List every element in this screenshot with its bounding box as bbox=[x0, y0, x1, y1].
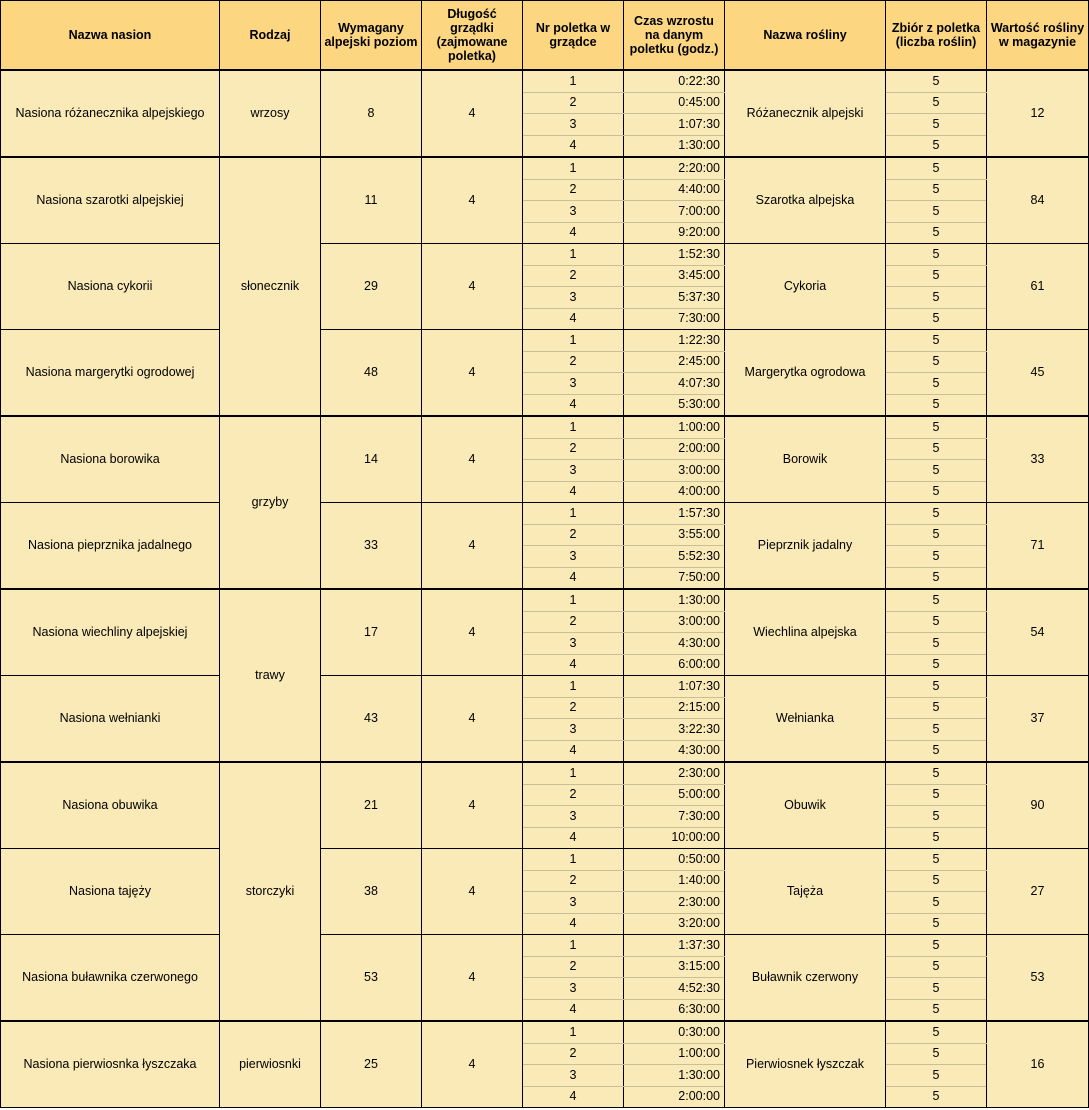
required-level-cell: 53 bbox=[321, 935, 422, 1022]
plot-number-cell: 4 bbox=[523, 308, 624, 330]
harvest-cell: 5 bbox=[886, 503, 987, 525]
plant-name-cell: Margerytka ogrodowa bbox=[725, 330, 886, 417]
plot-number-cell: 4 bbox=[523, 567, 624, 589]
harvest-cell: 5 bbox=[886, 978, 987, 1000]
seed-name-cell: Nasiona różanecznika alpejskiego bbox=[1, 70, 220, 157]
harvest-cell: 5 bbox=[886, 201, 987, 223]
growth-time-cell: 4:30:00 bbox=[624, 740, 725, 762]
growth-time-cell: 9:20:00 bbox=[624, 222, 725, 244]
harvest-cell: 5 bbox=[886, 114, 987, 136]
growth-time-cell: 1:57:30 bbox=[624, 503, 725, 525]
harvest-cell: 5 bbox=[886, 1065, 987, 1087]
growth-time-cell: 5:52:30 bbox=[624, 546, 725, 568]
bed-length-cell: 4 bbox=[422, 416, 523, 503]
growth-time-cell: 4:30:00 bbox=[624, 633, 725, 655]
growth-time-cell: 1:00:00 bbox=[624, 1043, 725, 1065]
harvest-cell: 5 bbox=[886, 135, 987, 157]
growth-time-cell: 7:30:00 bbox=[624, 308, 725, 330]
harvest-cell: 5 bbox=[886, 870, 987, 892]
plot-number-cell: 1 bbox=[523, 935, 624, 957]
growth-time-cell: 4:52:30 bbox=[624, 978, 725, 1000]
growth-time-cell: 3:55:00 bbox=[624, 524, 725, 546]
plot-number-cell: 4 bbox=[523, 913, 624, 935]
harvest-cell: 5 bbox=[886, 806, 987, 828]
header-row bbox=[1, 1, 1089, 71]
growth-time-cell: 7:00:00 bbox=[624, 201, 725, 223]
harvest-cell: 5 bbox=[886, 416, 987, 438]
type-cell: storczyki bbox=[220, 762, 321, 1021]
harvest-cell: 5 bbox=[886, 654, 987, 676]
value-cell: 37 bbox=[987, 676, 1089, 763]
harvest-cell: 5 bbox=[886, 351, 987, 373]
required-level-cell: 25 bbox=[321, 1021, 422, 1108]
plot-number-cell: 2 bbox=[523, 1043, 624, 1065]
harvest-cell: 5 bbox=[886, 70, 987, 92]
header-harvest: Zbiór z poletka (liczba roślin) bbox=[886, 1, 987, 71]
value-cell: 90 bbox=[987, 762, 1089, 849]
harvest-cell: 5 bbox=[886, 265, 987, 287]
seed-name-cell: Nasiona borowika bbox=[1, 416, 220, 503]
harvest-cell: 5 bbox=[886, 784, 987, 806]
required-level-cell: 29 bbox=[321, 244, 422, 330]
plot-number-cell: 1 bbox=[523, 330, 624, 352]
plot-number-cell: 3 bbox=[523, 633, 624, 655]
plant-name-cell: Szarotka alpejska bbox=[725, 157, 886, 244]
plot-number-cell: 2 bbox=[523, 611, 624, 633]
seed-name-cell: Nasiona cykorii bbox=[1, 244, 220, 330]
harvest-cell: 5 bbox=[886, 999, 987, 1021]
plot-number-cell: 4 bbox=[523, 135, 624, 157]
growth-time-cell: 2:15:00 bbox=[624, 697, 725, 719]
plot-number-cell: 3 bbox=[523, 201, 624, 223]
growth-time-cell: 2:00:00 bbox=[624, 1086, 725, 1108]
plot-number-cell: 3 bbox=[523, 1065, 624, 1087]
header-plant-name: Nazwa rośliny bbox=[725, 1, 886, 71]
plant-name-cell: Pierwiosnek łyszczak bbox=[725, 1021, 886, 1108]
header-bed-length: Długość grządki (zajmowane poletka) bbox=[422, 1, 523, 71]
header-required-level: Wymagany alpejski poziom bbox=[321, 1, 422, 71]
growth-time-cell: 1:07:30 bbox=[624, 676, 725, 698]
harvest-cell: 5 bbox=[886, 394, 987, 416]
growth-time-cell: 5:30:00 bbox=[624, 394, 725, 416]
growth-time-cell: 3:20:00 bbox=[624, 913, 725, 935]
growth-time-cell: 2:20:00 bbox=[624, 157, 725, 179]
growth-time-cell: 3:00:00 bbox=[624, 611, 725, 633]
growth-time-cell: 7:30:00 bbox=[624, 806, 725, 828]
plot-number-cell: 3 bbox=[523, 546, 624, 568]
growth-time-cell: 1:30:00 bbox=[624, 135, 725, 157]
plot-number-cell: 4 bbox=[523, 654, 624, 676]
plot-number-cell: 2 bbox=[523, 956, 624, 978]
growth-time-cell: 1:30:00 bbox=[624, 1065, 725, 1087]
seed-name-cell: Nasiona obuwika bbox=[1, 762, 220, 849]
plot-number-cell: 3 bbox=[523, 719, 624, 741]
plot-number-cell: 4 bbox=[523, 827, 624, 849]
type-cell: grzyby bbox=[220, 416, 321, 589]
harvest-cell: 5 bbox=[886, 827, 987, 849]
plot-number-cell: 1 bbox=[523, 157, 624, 179]
harvest-cell: 5 bbox=[886, 546, 987, 568]
growth-time-cell: 5:00:00 bbox=[624, 784, 725, 806]
growth-time-cell: 5:37:30 bbox=[624, 287, 725, 309]
bed-length-cell: 4 bbox=[422, 589, 523, 676]
growth-time-cell: 3:15:00 bbox=[624, 956, 725, 978]
value-cell: 53 bbox=[987, 935, 1089, 1022]
bed-length-cell: 4 bbox=[422, 676, 523, 763]
plant-name-cell: Wiechlina alpejska bbox=[725, 589, 886, 676]
plot-number-cell: 1 bbox=[523, 244, 624, 266]
plot-number-cell: 1 bbox=[523, 503, 624, 525]
table-row bbox=[1, 416, 1089, 438]
plot-number-cell: 4 bbox=[523, 1086, 624, 1108]
required-level-cell: 21 bbox=[321, 762, 422, 849]
seed-name-cell: Nasiona buławnika czerwonego bbox=[1, 935, 220, 1022]
table-body bbox=[1, 70, 1089, 1108]
harvest-cell: 5 bbox=[886, 913, 987, 935]
growth-time-cell: 1:52:30 bbox=[624, 244, 725, 266]
table-row bbox=[1, 157, 1089, 179]
harvest-cell: 5 bbox=[886, 330, 987, 352]
value-cell: 54 bbox=[987, 589, 1089, 676]
growth-time-cell: 2:00:00 bbox=[624, 438, 725, 460]
harvest-cell: 5 bbox=[886, 308, 987, 330]
growth-time-cell: 1:22:30 bbox=[624, 330, 725, 352]
plant-name-cell: Borowik bbox=[725, 416, 886, 503]
plot-number-cell: 2 bbox=[523, 524, 624, 546]
harvest-cell: 5 bbox=[886, 567, 987, 589]
plot-number-cell: 4 bbox=[523, 481, 624, 503]
growth-time-cell: 1:40:00 bbox=[624, 870, 725, 892]
seed-name-cell: Nasiona wełnianki bbox=[1, 676, 220, 763]
required-level-cell: 11 bbox=[321, 157, 422, 244]
required-level-cell: 43 bbox=[321, 676, 422, 763]
plot-number-cell: 1 bbox=[523, 70, 624, 92]
harvest-cell: 5 bbox=[886, 481, 987, 503]
value-cell: 61 bbox=[987, 244, 1089, 330]
harvest-cell: 5 bbox=[886, 524, 987, 546]
bed-length-cell: 4 bbox=[422, 70, 523, 157]
growth-time-cell: 7:50:00 bbox=[624, 567, 725, 589]
growth-time-cell: 3:00:00 bbox=[624, 460, 725, 482]
plant-name-cell: Buławnik czerwony bbox=[725, 935, 886, 1022]
harvest-cell: 5 bbox=[886, 92, 987, 114]
harvest-cell: 5 bbox=[886, 438, 987, 460]
plot-number-cell: 3 bbox=[523, 806, 624, 828]
growth-time-cell: 0:22:30 bbox=[624, 70, 725, 92]
required-level-cell: 33 bbox=[321, 503, 422, 590]
bed-length-cell: 4 bbox=[422, 1021, 523, 1108]
plot-number-cell: 2 bbox=[523, 438, 624, 460]
harvest-cell: 5 bbox=[886, 222, 987, 244]
type-cell: pierwiosnki bbox=[220, 1021, 321, 1108]
bed-length-cell: 4 bbox=[422, 849, 523, 935]
seed-name-cell: Nasiona tajęży bbox=[1, 849, 220, 935]
growth-time-cell: 0:50:00 bbox=[624, 849, 725, 871]
harvest-cell: 5 bbox=[886, 373, 987, 395]
bed-length-cell: 4 bbox=[422, 330, 523, 417]
plant-name-cell: Cykoria bbox=[725, 244, 886, 330]
plant-name-cell: Wełnianka bbox=[725, 676, 886, 763]
growth-time-cell: 4:40:00 bbox=[624, 179, 725, 201]
header-type: Rodzaj bbox=[220, 1, 321, 71]
plot-number-cell: 4 bbox=[523, 394, 624, 416]
growth-time-cell: 2:30:00 bbox=[624, 892, 725, 914]
plot-number-cell: 4 bbox=[523, 740, 624, 762]
growth-time-cell: 0:45:00 bbox=[624, 92, 725, 114]
table-row bbox=[1, 676, 1089, 698]
harvest-cell: 5 bbox=[886, 935, 987, 957]
plot-number-cell: 4 bbox=[523, 222, 624, 244]
harvest-cell: 5 bbox=[886, 740, 987, 762]
growth-time-cell: 1:37:30 bbox=[624, 935, 725, 957]
plot-number-cell: 2 bbox=[523, 265, 624, 287]
seed-name-cell: Nasiona pierwiosnka łyszczaka bbox=[1, 1021, 220, 1108]
table-row bbox=[1, 589, 1089, 611]
harvest-cell: 5 bbox=[886, 697, 987, 719]
harvest-cell: 5 bbox=[886, 244, 987, 266]
plot-number-cell: 3 bbox=[523, 892, 624, 914]
value-cell: 84 bbox=[987, 157, 1089, 244]
growth-time-cell: 6:00:00 bbox=[624, 654, 725, 676]
harvest-cell: 5 bbox=[886, 611, 987, 633]
growth-time-cell: 4:07:30 bbox=[624, 373, 725, 395]
harvest-cell: 5 bbox=[886, 179, 987, 201]
table-row bbox=[1, 849, 1089, 871]
plot-number-cell: 3 bbox=[523, 373, 624, 395]
plot-number-cell: 2 bbox=[523, 351, 624, 373]
type-cell: trawy bbox=[220, 589, 321, 762]
plot-number-cell: 3 bbox=[523, 978, 624, 1000]
table-row bbox=[1, 244, 1089, 266]
harvest-cell: 5 bbox=[886, 1021, 987, 1043]
growth-time-cell: 3:22:30 bbox=[624, 719, 725, 741]
value-cell: 45 bbox=[987, 330, 1089, 417]
value-cell: 16 bbox=[987, 1021, 1089, 1108]
harvest-cell: 5 bbox=[886, 892, 987, 914]
header-seed-name: Nazwa nasion bbox=[1, 1, 220, 71]
plot-number-cell: 2 bbox=[523, 784, 624, 806]
plant-name-cell: Obuwik bbox=[725, 762, 886, 849]
plot-number-cell: 1 bbox=[523, 589, 624, 611]
table-row bbox=[1, 503, 1089, 525]
plot-number-cell: 2 bbox=[523, 92, 624, 114]
harvest-cell: 5 bbox=[886, 1086, 987, 1108]
bed-length-cell: 4 bbox=[422, 157, 523, 244]
harvest-cell: 5 bbox=[886, 849, 987, 871]
harvest-cell: 5 bbox=[886, 762, 987, 784]
growth-time-cell: 10:00:00 bbox=[624, 827, 725, 849]
plot-number-cell: 2 bbox=[523, 870, 624, 892]
value-cell: 27 bbox=[987, 849, 1089, 935]
table-row bbox=[1, 762, 1089, 784]
table-row bbox=[1, 935, 1089, 957]
growth-time-cell: 6:30:00 bbox=[624, 999, 725, 1021]
required-level-cell: 17 bbox=[321, 589, 422, 676]
plant-name-cell: Różanecznik alpejski bbox=[725, 70, 886, 157]
seed-name-cell: Nasiona szarotki alpejskiej bbox=[1, 157, 220, 244]
growth-time-cell: 1:00:00 bbox=[624, 416, 725, 438]
harvest-cell: 5 bbox=[886, 287, 987, 309]
value-cell: 71 bbox=[987, 503, 1089, 590]
plot-number-cell: 2 bbox=[523, 697, 624, 719]
table-row bbox=[1, 330, 1089, 352]
harvest-cell: 5 bbox=[886, 589, 987, 611]
plot-number-cell: 1 bbox=[523, 1021, 624, 1043]
required-level-cell: 14 bbox=[321, 416, 422, 503]
required-level-cell: 48 bbox=[321, 330, 422, 417]
growth-time-cell: 2:30:00 bbox=[624, 762, 725, 784]
required-level-cell: 38 bbox=[321, 849, 422, 935]
plot-number-cell: 3 bbox=[523, 460, 624, 482]
harvest-cell: 5 bbox=[886, 157, 987, 179]
bed-length-cell: 4 bbox=[422, 244, 523, 330]
bed-length-cell: 4 bbox=[422, 762, 523, 849]
table-row bbox=[1, 70, 1089, 92]
harvest-cell: 5 bbox=[886, 460, 987, 482]
value-cell: 12 bbox=[987, 70, 1089, 157]
growth-time-cell: 1:30:00 bbox=[624, 589, 725, 611]
growth-time-cell: 1:07:30 bbox=[624, 114, 725, 136]
seed-name-cell: Nasiona pieprznika jadalnego bbox=[1, 503, 220, 590]
plot-number-cell: 1 bbox=[523, 676, 624, 698]
header-growth-time: Czas wzrostu na danym poletku (godz.) bbox=[624, 1, 725, 71]
header-plot-number: Nr poletka w grządce bbox=[523, 1, 624, 71]
value-cell: 33 bbox=[987, 416, 1089, 503]
growth-time-cell: 2:45:00 bbox=[624, 351, 725, 373]
seed-name-cell: Nasiona margerytki ogrodowej bbox=[1, 330, 220, 417]
harvest-cell: 5 bbox=[886, 719, 987, 741]
plot-number-cell: 4 bbox=[523, 999, 624, 1021]
growth-time-cell: 4:00:00 bbox=[624, 481, 725, 503]
harvest-cell: 5 bbox=[886, 676, 987, 698]
growth-time-cell: 0:30:00 bbox=[624, 1021, 725, 1043]
bed-length-cell: 4 bbox=[422, 503, 523, 590]
plot-number-cell: 1 bbox=[523, 849, 624, 871]
harvest-cell: 5 bbox=[886, 956, 987, 978]
table-row bbox=[1, 1021, 1089, 1043]
seed-name-cell: Nasiona wiechliny alpejskiej bbox=[1, 589, 220, 676]
plot-number-cell: 1 bbox=[523, 762, 624, 784]
harvest-cell: 5 bbox=[886, 633, 987, 655]
plant-name-cell: Tajęża bbox=[725, 849, 886, 935]
harvest-cell: 5 bbox=[886, 1043, 987, 1065]
plot-number-cell: 3 bbox=[523, 287, 624, 309]
plot-number-cell: 2 bbox=[523, 179, 624, 201]
growth-time-cell: 3:45:00 bbox=[624, 265, 725, 287]
bed-length-cell: 4 bbox=[422, 935, 523, 1022]
type-cell: słonecznik bbox=[220, 157, 321, 416]
type-cell: wrzosy bbox=[220, 70, 321, 157]
required-level-cell: 8 bbox=[321, 70, 422, 157]
header-value: Wartość rośliny w magazynie bbox=[987, 1, 1089, 71]
plot-number-cell: 1 bbox=[523, 416, 624, 438]
plot-number-cell: 3 bbox=[523, 114, 624, 136]
plant-name-cell: Pieprznik jadalny bbox=[725, 503, 886, 590]
